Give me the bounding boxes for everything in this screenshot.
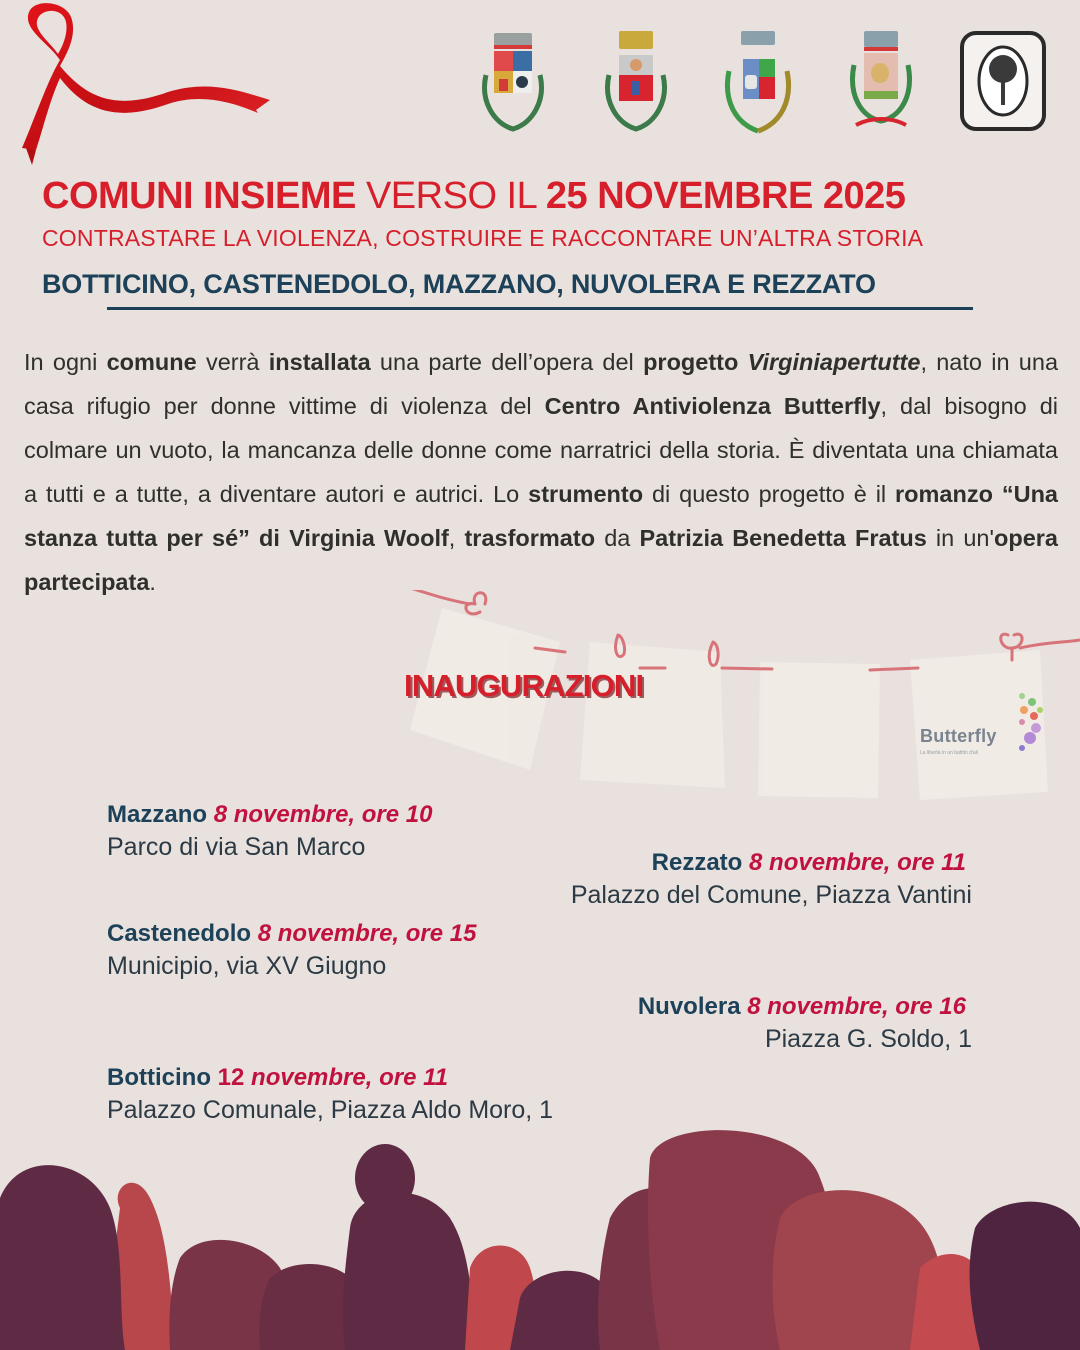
event-date: 8 novembre, ore 15 bbox=[257, 920, 477, 947]
municipalities-list: BOTTICINO, CASTENEDOLO, MAZZANO, NUVOLERA E REZZATO bbox=[42, 269, 876, 299]
castenedolo-crest-icon bbox=[591, 25, 681, 140]
event-place: Municipio, via XV Giugno bbox=[107, 952, 387, 980]
project-description: In ogni comune verrà installata una parte dell’opera del progetto Virginiapertutte, nato in una casa rifugio per donne vittime di violenza del Centro Antiviolenza Butterfly, dal bisogno di colmare un vuoto, la mancanza delle donne come narratrici della storia. È diventata una chiamata a tutti e a tutte, a diventare autori e autrici. Lo strumento di questo progetto è il romanzo “Una stanza tutta per sé” di Virginia Woolf, trasformato da Patrizia Benedetta Fratus in un'opera partecipata. bbox=[24, 349, 1059, 595]
page-title bbox=[42, 174, 905, 218]
event-date: 12 novembre, ore 11 bbox=[217, 1064, 448, 1091]
women-silhouettes-illustration bbox=[0, 1118, 1080, 1350]
event-date: 8 novembre, ore 11 bbox=[749, 849, 966, 876]
event-place: Palazzo Comunale, Piazza Aldo Moro, 1 bbox=[107, 1096, 554, 1124]
title-bold-part: COMUNI INSIEME bbox=[42, 175, 356, 217]
event-castenedolo bbox=[107, 919, 476, 983]
event-town: Castenedolo bbox=[107, 920, 252, 947]
event-place: Piazza G. Soldo, 1 bbox=[764, 1025, 972, 1053]
mazzano-crest-icon bbox=[713, 25, 803, 140]
butterfly-logo-tagline: La libertà in un battito d'ali bbox=[920, 750, 978, 756]
red-ribbon-icon bbox=[8, 0, 278, 170]
municipal-crests bbox=[468, 22, 1048, 142]
header-divider bbox=[107, 307, 973, 310]
event-date: 8 novembre, ore 10 bbox=[213, 801, 433, 828]
event-town: Mazzano bbox=[107, 801, 208, 828]
rezzato-crest-icon bbox=[958, 25, 1048, 140]
event-nuvolera bbox=[637, 992, 972, 1056]
subtitle: CONTRASTARE LA VIOLENZA, COSTRUIRE E RACCONTARE UN’ALTRA STORIA bbox=[42, 225, 924, 251]
event-date: 8 novembre, ore 16 bbox=[747, 993, 966, 1020]
inaugurations-heading: INAUGURAZIONI bbox=[404, 668, 644, 703]
title-thin-part: VERSO IL bbox=[355, 175, 546, 217]
butterfly-logo-text: Butterfly bbox=[920, 726, 997, 746]
event-place: Palazzo del Comune, Piazza Vantini bbox=[570, 881, 972, 909]
nuvolera-crest-icon bbox=[836, 25, 926, 140]
butterflies-icon bbox=[1002, 690, 1048, 756]
event-town: Botticino bbox=[107, 1064, 211, 1091]
event-town: Rezzato bbox=[651, 849, 743, 876]
title-date: 25 NOVEMBRE 2025 bbox=[545, 175, 906, 217]
event-place: Parco di via San Marco bbox=[107, 833, 366, 861]
botticino-crest-icon bbox=[468, 25, 558, 140]
event-rezzato bbox=[570, 848, 972, 912]
event-town: Nuvolera bbox=[637, 993, 741, 1020]
butterfly-logo bbox=[918, 690, 1048, 760]
event-mazzano bbox=[107, 800, 432, 864]
